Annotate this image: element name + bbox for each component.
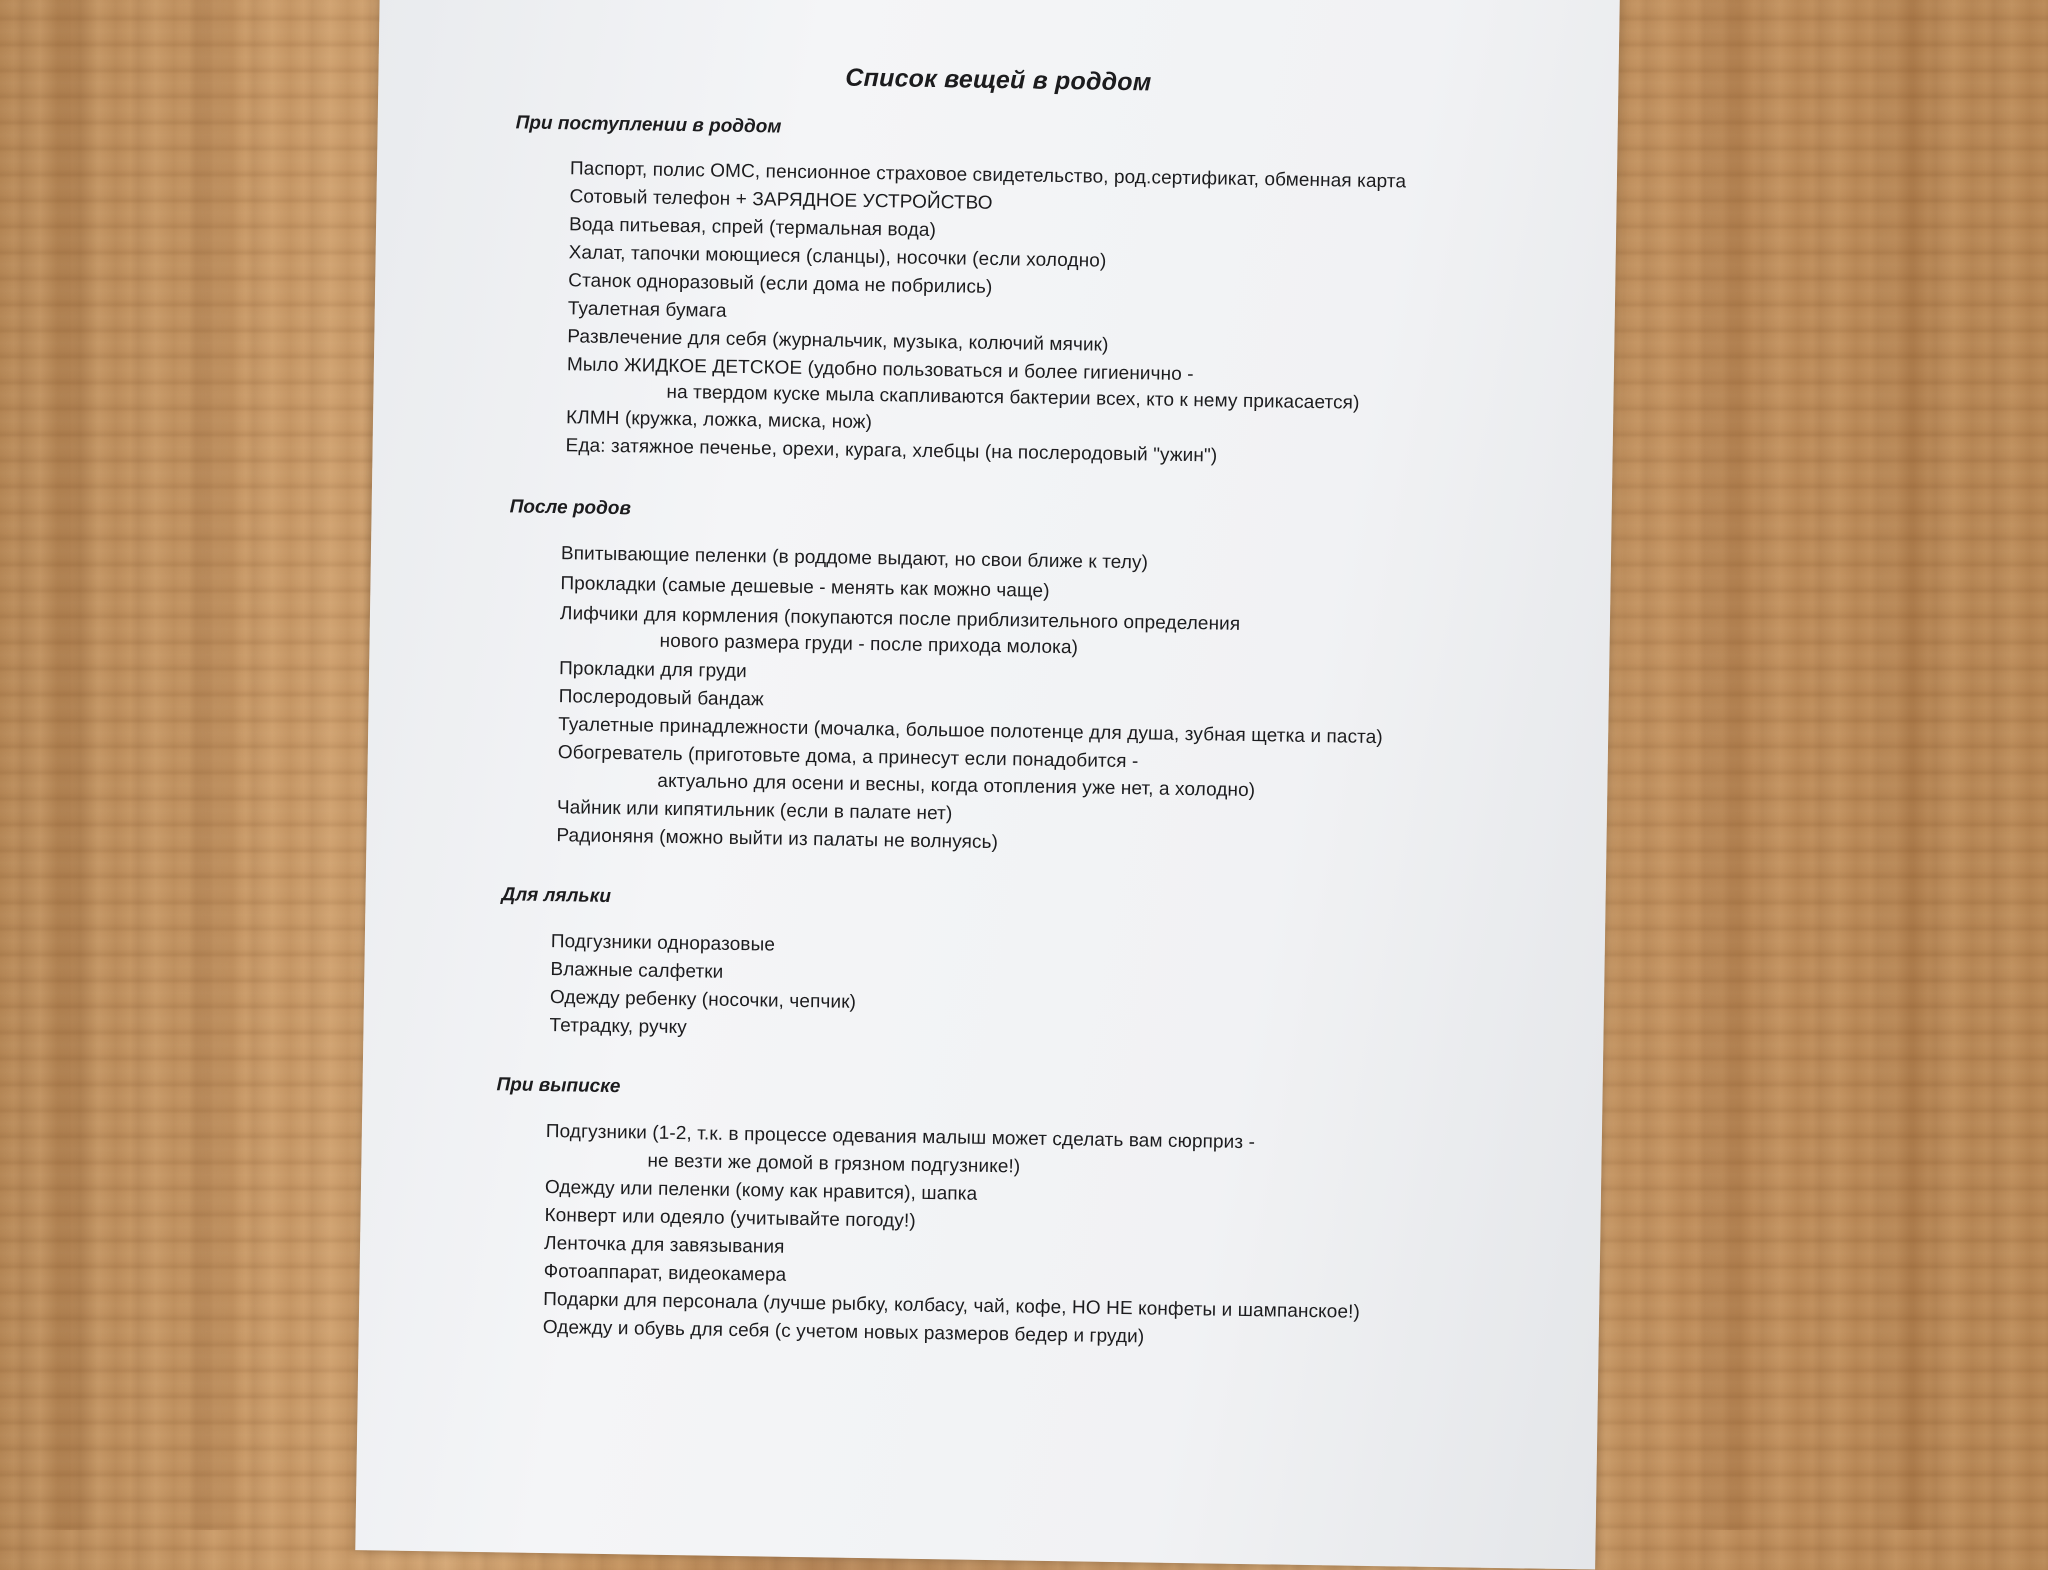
- list-item: Обогреватель (приготовьте дома, а принесут если понадобится -: [557, 742, 1139, 773]
- wood-grain: [180, 0, 240, 1530]
- list-item: Развлечение для себя (журнальчик, музыка, колючий мячик): [567, 326, 1109, 356]
- list-item-continuation: нового размера груди - после прихода молока): [659, 630, 1079, 659]
- wood-grain: [1700, 0, 1760, 1530]
- list-item: Лифчики для кормления (покупаются после приблизительного определения: [559, 603, 1241, 635]
- wood-grain: [40, 0, 100, 1530]
- list-item: Одежду ребенку (носочки, чепчик): [549, 987, 857, 1013]
- list-item-continuation: актуально для осени и весны, когда отопления уже нет, а холодно): [657, 770, 1256, 802]
- wood-grain: [1880, 0, 1940, 1530]
- list-item: Впитывающие пеленки (в роддоме выдают, но свои ближе к телу): [560, 543, 1149, 574]
- list-item-continuation: не везти же домой в грязном подгузнике!): [647, 1150, 1021, 1178]
- section-heading-admission: При поступлении в роддом: [515, 112, 782, 138]
- list-item: Туалетные принадлежности (мочалка, большое полотенце для душа, зубная щетка и паста): [558, 714, 1383, 749]
- list-item: Халат, тапочки моющиеся (сланцы), носочки (если холодно): [568, 242, 1107, 272]
- list-item: Радионяня (можно выйти из палаты не волнуясь): [556, 825, 999, 854]
- list-item: Подгузники одноразовые: [550, 931, 776, 956]
- list-item: Фотоаппарат, видеокамера: [543, 1260, 787, 1286]
- list-item: Сотовый телефон + ЗАРЯДНОЕ УСТРОЙСТВО: [569, 186, 993, 214]
- list-item: Одежду или пеленки (кому как нравится), шапка: [544, 1177, 978, 1205]
- list-item: Послеродовый бандаж: [558, 686, 765, 711]
- list-item: Паспорт, полис ОМС, пенсионное страховое свидетельство, род.сертификат, обменная карта: [569, 158, 1407, 193]
- list-item: Подарки для персонала (лучше рыбку, колбасу, чай, кофе, НО НЕ конфеты и шампанское!): [543, 1288, 1361, 1323]
- list-item: Станок одноразовый (если дома не побрились): [568, 270, 993, 298]
- list-item: Влажные салфетки: [550, 959, 724, 983]
- list-item: Туалетная бумага: [567, 298, 727, 322]
- paper-sheet: [355, 0, 1620, 1570]
- list-item: Ленточка для завязывания: [543, 1232, 785, 1258]
- document-title: Список вещей в роддом: [845, 63, 1152, 97]
- section-heading-baby: Для ляльки: [501, 884, 612, 908]
- list-item: Еда: затяжное печенье, орехи, курага, хлебцы (на послеродовый "ужин"): [565, 435, 1218, 467]
- section-heading-after-birth: После родов: [509, 496, 632, 520]
- list-item: Конверт или одеяло (учитывайте погоду!): [544, 1204, 916, 1232]
- list-item: Тетрадку, ручку: [549, 1015, 688, 1039]
- list-item: Одежду и обувь для себя (с учетом новых размеров бедер и груди): [542, 1316, 1145, 1348]
- list-item: КЛМН (кружка, ложка, миска, нож): [565, 407, 873, 434]
- list-item: Вода питьевая, спрей (термальная вода): [568, 214, 937, 242]
- list-item-continuation: на твердом куске мыла скапливаются бактерии всех, кто к нему прикасается): [666, 381, 1360, 414]
- list-item: Подгузники (1-2, т.к. в процессе одевания малыш может сделать вам сюрприз -: [545, 1121, 1256, 1154]
- list-item: Мыло ЖИДКОЕ ДЕТСКОЕ (удобно пользоваться и более гигиенично -: [566, 354, 1194, 386]
- list-item: Чайник или кипятильник (если в палате нет): [556, 797, 953, 825]
- list-item: Прокладки (самые дешевые - менять как можно чаще): [560, 573, 1050, 602]
- list-item: Прокладки для груди: [558, 658, 748, 683]
- section-heading-discharge: При выписке: [496, 1074, 621, 1098]
